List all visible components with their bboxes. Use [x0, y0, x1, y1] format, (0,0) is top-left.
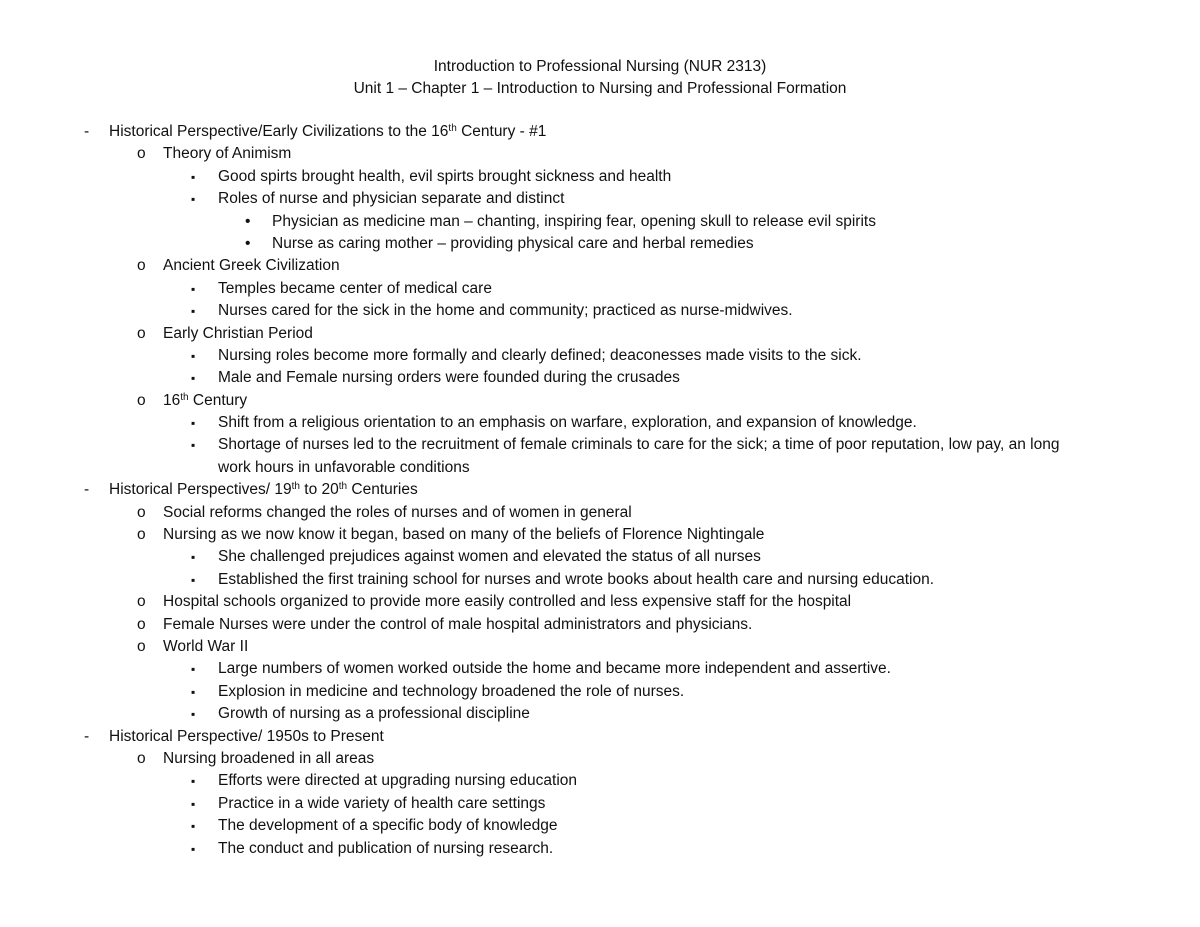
outline-item-text [218, 770, 577, 792]
outline-item-text [218, 658, 891, 680]
text-run: Nursing broadened in all areas [163, 749, 375, 767]
bullet-marker: ▪ [191, 550, 196, 565]
bullet-marker: o [137, 526, 146, 544]
outline-item-text [218, 815, 558, 837]
text-run: Century - #1 [456, 123, 547, 140]
text-run: Centuries [347, 481, 418, 499]
outline-item-text [218, 300, 793, 322]
outline-item-level-2 [0, 502, 1200, 524]
text-run: Established the first training school for nurses and wrote books about health care and nursing education. [218, 570, 935, 588]
outline-item-text [163, 502, 632, 524]
bullet-marker: ▪ [191, 438, 196, 453]
document-subtitle: Unit 1 – Chapter 1 – Introduction to Nursing and Professional Formation [353, 80, 847, 98]
outline-item-text [218, 188, 564, 210]
outline-item-level-3 [0, 457, 1200, 479]
text-run: The conduct and publication of nursing research. [218, 839, 554, 857]
outline-item-level-3 [0, 367, 1200, 389]
bullet-marker: • [245, 212, 251, 230]
text-run: Nursing as we now know it began, based on many of the beliefs of Florence Nightingale [163, 526, 765, 544]
bullet-marker: ▪ [191, 281, 196, 296]
text-run: 16 [163, 391, 181, 409]
text-run: Shift from a religious orientation to an emphasis on warfare, exploration, and expansion of knowledge. [218, 414, 917, 432]
outline-item-text [272, 233, 754, 255]
outline-item-level-1 [0, 479, 1200, 501]
bullet-marker: ▪ [191, 192, 196, 207]
outline-item-text [163, 636, 248, 658]
outline-item-level-3 [0, 345, 1200, 367]
bullet-marker: - [84, 481, 90, 499]
outline-item-text [218, 278, 492, 300]
outline-item-level-3 [0, 412, 1200, 434]
outline-item-level-2 [0, 636, 1200, 658]
outline-item-text [218, 838, 553, 860]
text-run: Physician as medicine man – chanting, inspiring fear, opening skull to release evil spirits [272, 212, 876, 230]
document-title: Introduction to Professional Nursing (NUR 2313) [433, 58, 767, 75]
text-run: Shortage of nurses led to the recruitment of female criminals to care for the sick; a time of poor reputation, low pay, an long [218, 436, 1060, 454]
text-run: Good spirts brought health, evil spirts brought sickness and health [218, 167, 672, 185]
text-run: Century [188, 391, 248, 409]
outline-item-level-2 [0, 524, 1200, 546]
outline-item-level-3 [0, 278, 1200, 300]
text-run: Male and Female nursing orders were founded during the crusades [218, 369, 680, 387]
outline-item-level-3 [0, 166, 1200, 188]
text-run: Nurses cared for the sick in the home and community; practiced as nurse-midwives. [218, 302, 793, 320]
outline-item-level-2 [0, 748, 1200, 770]
outline-item-level-3 [0, 546, 1200, 568]
bullet-marker: ▪ [191, 707, 196, 722]
outline-item-level-3 [0, 815, 1200, 837]
outline-item-text [218, 412, 917, 434]
outline-item-text [218, 546, 761, 568]
text-run: Hospital schools organized to provide more easily controlled and less expensive staff for the hospital [163, 593, 852, 611]
bullet-marker: ▪ [191, 304, 196, 319]
outline-item-text [218, 345, 862, 367]
text-run: Historical Perspectives/ 19 [109, 481, 292, 499]
outline-item-level-1 [0, 121, 1200, 143]
text-run: Nurse as caring mother – providing physical care and herbal remedies [272, 234, 754, 252]
outline-item-level-2 [0, 390, 1200, 412]
text-run: Historical Perspective/ 1950s to Present [109, 727, 384, 745]
outline-item-level-3 [0, 188, 1200, 210]
text-run: Early Christian Period [163, 324, 313, 342]
text-run: Roles of nurse and physician separate and distinct [218, 190, 565, 208]
outline-item-text [218, 681, 684, 703]
outline-item-level-1 [0, 726, 1200, 748]
outline-item-level-2 [0, 614, 1200, 636]
text-run: Efforts were directed at upgrading nursing education [218, 772, 578, 790]
superscript: th [180, 391, 189, 403]
outline [0, 121, 1200, 860]
outline-item-text [163, 524, 764, 546]
bullet-marker: ▪ [191, 169, 196, 184]
outline-item-text [109, 121, 546, 143]
outline-item-level-3 [0, 703, 1200, 725]
bullet-marker: • [245, 234, 251, 252]
outline-item-level-3 [0, 434, 1200, 456]
bullet-marker: - [84, 123, 90, 140]
outline-item-text [218, 703, 530, 725]
outline-item-text [218, 434, 1059, 456]
outline-item-text [163, 591, 851, 613]
outline-item-text [163, 143, 291, 165]
text-run: Nursing roles become more formally and clearly defined; deaconesses made visits to the sick. [218, 346, 862, 364]
bullet-marker: o [137, 257, 146, 275]
outline-item-level-2 [0, 591, 1200, 613]
text-run: Historical Perspective/Early Civilizations to the 16 [109, 123, 449, 140]
outline-item-text [218, 166, 671, 188]
outline-item-text [218, 793, 545, 815]
bullet-marker: o [137, 503, 146, 521]
outline-item-text [109, 479, 418, 501]
bullet-marker: ▪ [191, 796, 196, 811]
outline-item-level-2 [0, 143, 1200, 165]
outline-item-level-2 [0, 323, 1200, 345]
outline-item-level-3 [0, 681, 1200, 703]
superscript: th [291, 481, 300, 493]
bullet-marker: ▪ [191, 416, 196, 431]
text-run: work hours in unfavorable conditions [218, 458, 470, 476]
text-run: World War II [163, 637, 249, 655]
bullet-marker: ▪ [191, 841, 196, 856]
outline-item-level-3 [0, 793, 1200, 815]
text-run: The development of a specific body of knowledge [218, 817, 558, 835]
text-run: Growth of nursing as a professional discipline [218, 705, 530, 723]
text-run: Ancient Greek Civilization [163, 257, 340, 275]
bullet-marker: o [137, 391, 146, 409]
bullet-marker: - [84, 727, 90, 745]
bullet-marker: o [137, 615, 146, 633]
outline-item-text [272, 211, 876, 233]
outline-item-text [163, 748, 374, 770]
outline-item-level-4 [0, 211, 1200, 233]
text-run: Explosion in medicine and technology broadened the role of nurses. [218, 682, 685, 700]
text-run: Theory of Animism [163, 145, 292, 163]
outline-item-level-3 [0, 658, 1200, 680]
bullet-marker: ▪ [191, 662, 196, 677]
outline-item-text [163, 390, 247, 412]
bullet-marker: ▪ [191, 819, 196, 834]
text-run: Large numbers of women worked outside the home and became more independent and assertive. [218, 660, 891, 678]
document-header [0, 56, 1200, 101]
bullet-marker: ▪ [191, 774, 196, 789]
outline-item-level-3 [0, 770, 1200, 792]
text-run: to 20 [299, 481, 339, 499]
text-run: Social reforms changed the roles of nurses and of women in general [163, 503, 632, 521]
superscript: th [338, 481, 348, 493]
bullet-marker: ▪ [191, 348, 196, 363]
outline-item-level-3 [0, 569, 1200, 591]
bullet-marker: o [137, 324, 146, 342]
text-run: Female Nurses were under the control of male hospital administrators and physicians. [163, 615, 753, 633]
text-run: Practice in a wide variety of health care settings [218, 794, 546, 812]
superscript: th [448, 123, 457, 134]
outline-item-level-3 [0, 300, 1200, 322]
outline-item-level-4 [0, 233, 1200, 255]
bullet-marker: o [137, 637, 146, 655]
outline-item-text [109, 726, 384, 748]
outline-item-level-3 [0, 838, 1200, 860]
text-run: She challenged prejudices against women and elevated the status of all nurses [218, 548, 761, 566]
bullet-marker: ▪ [191, 371, 196, 386]
outline-item-text [218, 457, 470, 479]
outline-item-text [163, 255, 340, 277]
outline-item-text [218, 569, 934, 591]
outline-item-level-2 [0, 255, 1200, 277]
bullet-marker: ▪ [191, 684, 196, 699]
bullet-marker: ▪ [191, 572, 196, 587]
text-run: Temples became center of medical care [218, 279, 492, 297]
outline-item-text [218, 367, 680, 389]
outline-item-text [163, 614, 752, 636]
bullet-marker: o [137, 593, 146, 611]
bullet-marker: o [137, 145, 146, 163]
bullet-marker: o [137, 749, 146, 767]
outline-item-text [163, 323, 313, 345]
